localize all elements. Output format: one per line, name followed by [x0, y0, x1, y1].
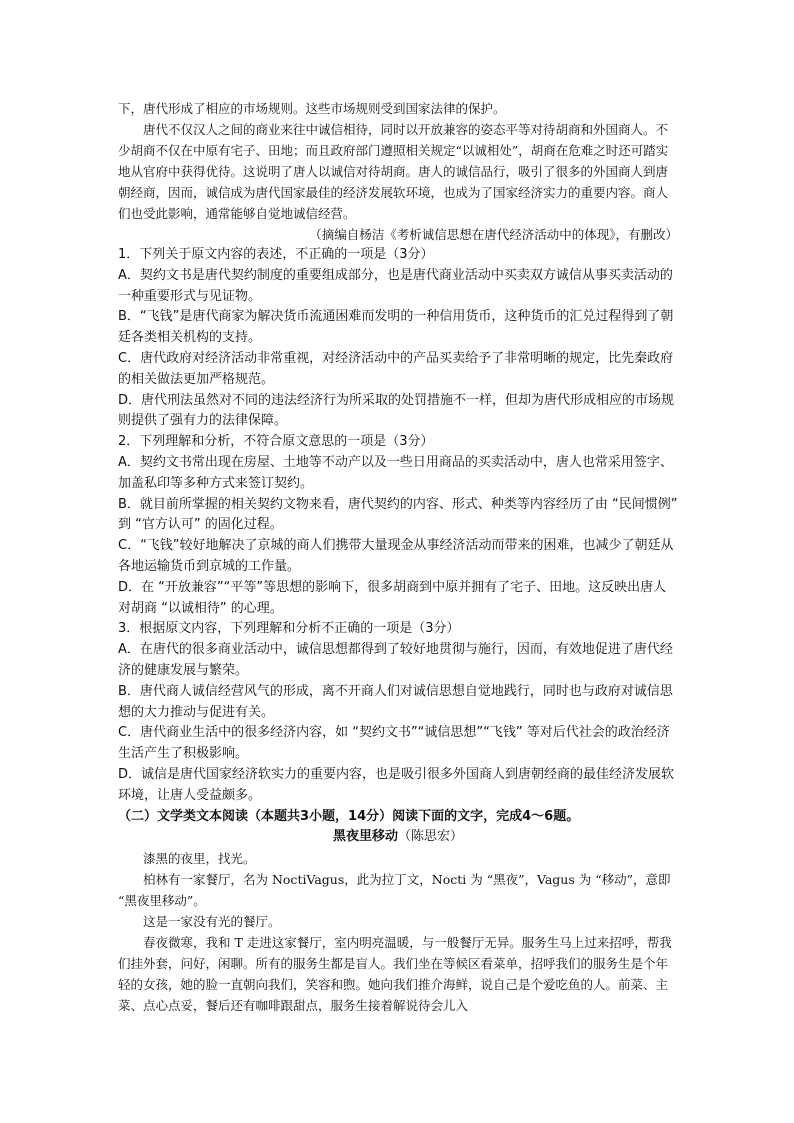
question-option: D．诚信是唐代国家经济软实力的重要内容，也是吸引很多外国商人到唐朝经商的最佳经济发展软环境，让唐人受益颇多。: [118, 766, 675, 803]
passage-two-paragraph: 这是一家没有光的餐厅。: [143, 914, 281, 930]
question-option: D．唐代刑法虽然对不同的违法经济行为所采取的处罚措施不一样，但却为唐代形成相应的市场规则提供了强有力的法律保障。: [118, 392, 675, 429]
story-title-line: [118, 827, 678, 848]
question-option: D．在 “开放兼容”“平等”等思想的影响下，很多胡商到中原并拥有了宅子、田地。这反映出唐人对胡商 “以诚相待” 的心理。: [118, 579, 667, 616]
question-option: C．“飞钱”较好地解决了京城的商人们携带大量现金从事经济活动而带来的困难，也减少了朝廷从各地运输货币到京城的工作量。: [118, 538, 674, 574]
question-stem: 2．下列理解和分析，不符合原文意思的一项是（3分）: [118, 434, 434, 450]
question-option: C．唐代政府对经济活动非常重视，对经济活动中的产品买卖给予了非常明晰的规定，比先秦政府的相关做法更加严格规范。: [118, 350, 674, 387]
question-option: B．唐代商人诚信经营风气的形成，离不开商人们对诚信思想自觉地践行，同时也与政府对诚信思想的大力推动与促进有关。: [118, 683, 673, 720]
question-stem: 1．下列关于原文内容的表述，不正确的一项是（3分）: [118, 247, 434, 262]
question-option: C．唐代商业生活中的很多经济内容，如 “契约文书”“诚信思想”“飞钱” 等对后代社会的政治经济生活产生了积极影响。: [118, 725, 670, 762]
story-author: （陈思宏）: [398, 829, 464, 845]
passage-one: [118, 98, 678, 245]
passage-two-paragraph: 春夜微寒，我和 T 走进这家餐厅，室内明亮温暖，与一般餐厅无异。服务生马上过来招呼，帮我们挂外套，问好，闲聊。所有的服务生都是盲人。我们坐在等候区看菜单，招呼我们的服务生是个年轻的女孩，她的脸一直朝向我们，笑容和煦。她向我们推介海鲜，说自己是个爱吃鱼的人。前菜、主菜、点心点妥，餐后还有咖啡跟甜点，服务生接着解说待会儿入: [118, 935, 672, 1014]
question-option: A．在唐代的很多商业活动中，诚信思想都得到了较好地贯彻与施行，因而，有效地促进了唐代经济的健康发展与繁荣。: [118, 642, 673, 678]
question-option: B．“飞钱”是唐代商家为解决货币流通困难而发明的一种信用货币，这种货币的汇兑过程得到了朝廷各类相关机构的支持。: [118, 309, 674, 346]
question-option: A．契约文书常出现在房屋、土地等不动产以及一些日用商品的买卖活动中，唐人也常采用签字、加盖私印等多种方式来签订契约。: [118, 454, 673, 491]
section-heading: （二）文学类文本阅读（本题共3小题，14分）阅读下面的文字，完成4～6题。: [118, 808, 580, 824]
passage-two: [118, 848, 678, 1016]
question-option: A．契约文书是唐代契约制度的重要组成部分，也是唐代商业活动中买卖双方诚信从事买卖活动的一种重要形式与见证物。: [118, 267, 673, 304]
question-option: B．就目前所掌握的相关契约文物来看，唐代契约的内容、形式、种类等内容经历了由 “民间惯例” 到 “官方认可” 的固化过程。: [118, 496, 678, 533]
passage-one-paragraph: 唐代不仅汉人之间的商业来往中诚信相待，同时以开放兼容的姿态平等对待胡商和外国商人。不少胡商不仅在中原有宅子、田地；而且政府部门遵照相关规定“以诚相处”，胡商在危难之时还可踏实地从官府中获得优待。这说明了唐人以诚信对待胡商。唐人的诚信品行，吸引了很多的外国商人到唐朝经商，因而，诚信成为唐代国家最佳的经济发展软环境，也成为了国家经济实力的重要内容。商人们也受此影响，通常能够自觉地诚信经营。: [118, 122, 669, 221]
story-title: 黑夜里移动: [332, 829, 398, 845]
passage-two-paragraph: 柏林有一家餐厅，名为 NoctiVagus，此为拉丁文，Nocti 为 “黑夜”，Vagus 为 “移动”，意即 “黑夜里移动”。: [118, 872, 671, 909]
document-body: [118, 98, 678, 1016]
question-block: [118, 245, 678, 848]
passage-one-paragraph: 下，唐代形成了相应的市场规则。这些市场规则受到国家法律的保护。: [118, 101, 506, 116]
question-stem: 3．根据原文内容，下列理解和分析不正确的一项是（3分）: [118, 621, 460, 637]
passage-two-paragraph: 漆黑的夜里，找光。: [143, 851, 256, 867]
passage-one-source: （摘编自杨洁《考析诚信思想在唐代经济活动中的体现》，有删改）: [309, 227, 678, 242]
